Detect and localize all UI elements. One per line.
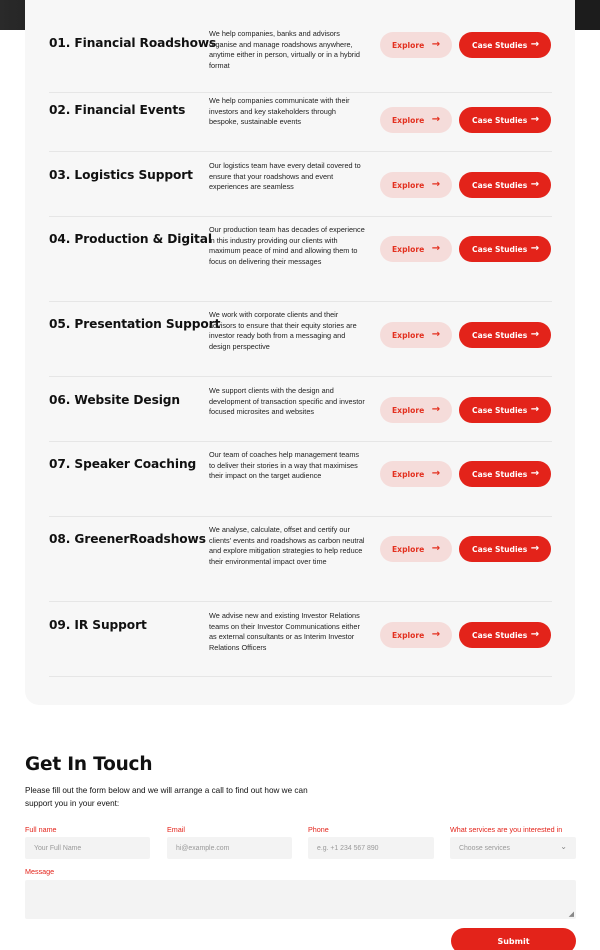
arrow-right-icon: → (431, 243, 441, 254)
service-description: Our production team has decades of experience in this industry providing our clients with maximum peace of mind and allowing them to focus on delivering their messages (209, 225, 365, 266)
message-label: Message (25, 867, 55, 876)
submit-button[interactable]: Submit (451, 928, 576, 950)
resize-handle-icon[interactable]: ◢ (568, 911, 574, 918)
arrow-right-icon: → (530, 114, 540, 125)
services-select[interactable] (450, 837, 576, 859)
email-placeholder: hi@example.com (176, 844, 230, 852)
service-description: We help companies, banks and advisors organise and manage roadshows anywhere, anytime either in person, virtually or in a hybrid format (209, 29, 360, 70)
arrow-right-icon: → (530, 468, 540, 479)
case-studies-button[interactable] (459, 322, 551, 348)
service-title: 01. Financial Roadshows (49, 36, 217, 50)
arrow-right-icon: → (431, 114, 441, 125)
arrow-right-icon: → (530, 629, 540, 640)
full-name-label: Full name (25, 825, 57, 834)
explore-button[interactable] (380, 172, 452, 198)
case-studies-button[interactable] (459, 32, 551, 58)
case-studies-button[interactable] (459, 172, 551, 198)
service-row (49, 161, 552, 217)
service-row (49, 525, 552, 602)
explore-button[interactable] (380, 622, 452, 648)
arrow-right-icon: → (431, 543, 441, 554)
service-description: We analyse, calculate, offset and certify our clients' events and roadshows as carbon neutral and explore mitigation strategies to help reduce their environmental impact over time (209, 525, 365, 566)
arrow-right-icon: → (530, 543, 540, 554)
service-description: We support clients with the design and development of transaction specific and investor focused microsites and websites (209, 386, 365, 417)
explore-button[interactable] (380, 236, 452, 262)
case-studies-label: Case Studies (472, 40, 528, 50)
arrow-right-icon: → (431, 329, 441, 340)
explore-label: Explore (392, 115, 425, 125)
service-description: Our logistics team have every detail covered to ensure that your roadshows and event experiences are seamless (209, 161, 361, 192)
case-studies-label: Case Studies (472, 180, 528, 190)
case-studies-button[interactable] (459, 622, 551, 648)
service-title: 09. IR Support (49, 618, 147, 632)
case-studies-label: Case Studies (472, 544, 528, 554)
contact-intro: Please fill out the form below and we will arrange a call to find out how we can support you in your event: (25, 786, 308, 808)
full-name-placeholder: Your Full Name (34, 844, 82, 852)
arrow-right-icon: → (431, 39, 441, 50)
services-select-label: What services are you interested in (450, 825, 563, 834)
service-title: 06. Website Design (49, 393, 181, 407)
case-studies-button[interactable] (459, 397, 551, 423)
arrow-right-icon: → (530, 243, 540, 254)
explore-label: Explore (392, 630, 425, 640)
explore-label: Explore (392, 40, 425, 50)
case-studies-button[interactable] (459, 107, 551, 133)
explore-label: Explore (392, 330, 425, 340)
case-studies-button[interactable] (459, 236, 551, 262)
service-row (49, 225, 552, 302)
service-description: We advise new and existing Investor Relations teams on their Investor Communications either as external consultants or as Interim Investor Relations Officers (209, 611, 360, 652)
explore-label: Explore (392, 469, 425, 479)
arrow-right-icon: → (530, 404, 540, 415)
explore-button[interactable] (380, 107, 452, 133)
arrow-right-icon: → (431, 179, 441, 190)
service-row (49, 386, 552, 442)
contact-title: Get In Touch (25, 754, 153, 775)
service-title: 08. GreenerRoadshows (49, 532, 206, 546)
service-row (49, 29, 552, 93)
explore-button[interactable] (380, 322, 452, 348)
email-label: Email (167, 825, 185, 834)
service-description: We work with corporate clients and their advisors to ensure that their equity stories are investor ready both from a messaging and design perspective (209, 310, 357, 351)
arrow-right-icon: → (530, 39, 540, 50)
arrow-right-icon: → (431, 468, 441, 479)
explore-button[interactable] (380, 461, 452, 487)
email-input[interactable] (167, 837, 292, 859)
arrow-right-icon: → (431, 404, 441, 415)
case-studies-label: Case Studies (472, 115, 528, 125)
service-title: 05. Presentation Support (49, 317, 221, 331)
service-description: Our team of coaches help management teams to deliver their stories in a way that maximises their impact on the target audience (209, 450, 360, 481)
case-studies-label: Case Studies (472, 405, 528, 415)
service-row (49, 310, 552, 377)
service-row (49, 611, 552, 677)
arrow-right-icon: → (530, 179, 540, 190)
service-description: We help companies communicate with their investors and key stakeholders through bespoke, sustainable events (209, 96, 350, 127)
message-textarea[interactable] (25, 880, 576, 919)
explore-label: Explore (392, 405, 425, 415)
service-title: 03. Logistics Support (49, 168, 193, 182)
case-studies-button[interactable] (459, 461, 551, 487)
case-studies-button[interactable] (459, 536, 551, 562)
phone-placeholder: e.g. +1 234 567 890 (317, 844, 379, 852)
phone-input[interactable] (308, 837, 434, 859)
case-studies-label: Case Studies (472, 330, 528, 340)
arrow-right-icon: → (530, 329, 540, 340)
case-studies-label: Case Studies (472, 469, 528, 479)
full-name-input[interactable] (25, 837, 150, 859)
phone-label: Phone (308, 825, 329, 834)
service-title: 04. Production & Digital (49, 232, 212, 246)
arrow-right-icon: → (431, 629, 441, 640)
explore-label: Explore (392, 244, 425, 254)
service-title: 02. Financial Events (49, 103, 186, 117)
explore-button[interactable] (380, 536, 452, 562)
service-title: 07. Speaker Coaching (49, 457, 197, 471)
explore-button[interactable] (380, 397, 452, 423)
service-row (49, 96, 552, 152)
chevron-down-icon: ⌄ (560, 842, 567, 851)
explore-label: Explore (392, 544, 425, 554)
explore-label: Explore (392, 180, 425, 190)
case-studies-label: Case Studies (472, 244, 528, 254)
service-row (49, 450, 552, 517)
explore-button[interactable] (380, 32, 452, 58)
case-studies-label: Case Studies (472, 630, 528, 640)
services-select-value: Choose services (459, 844, 510, 852)
